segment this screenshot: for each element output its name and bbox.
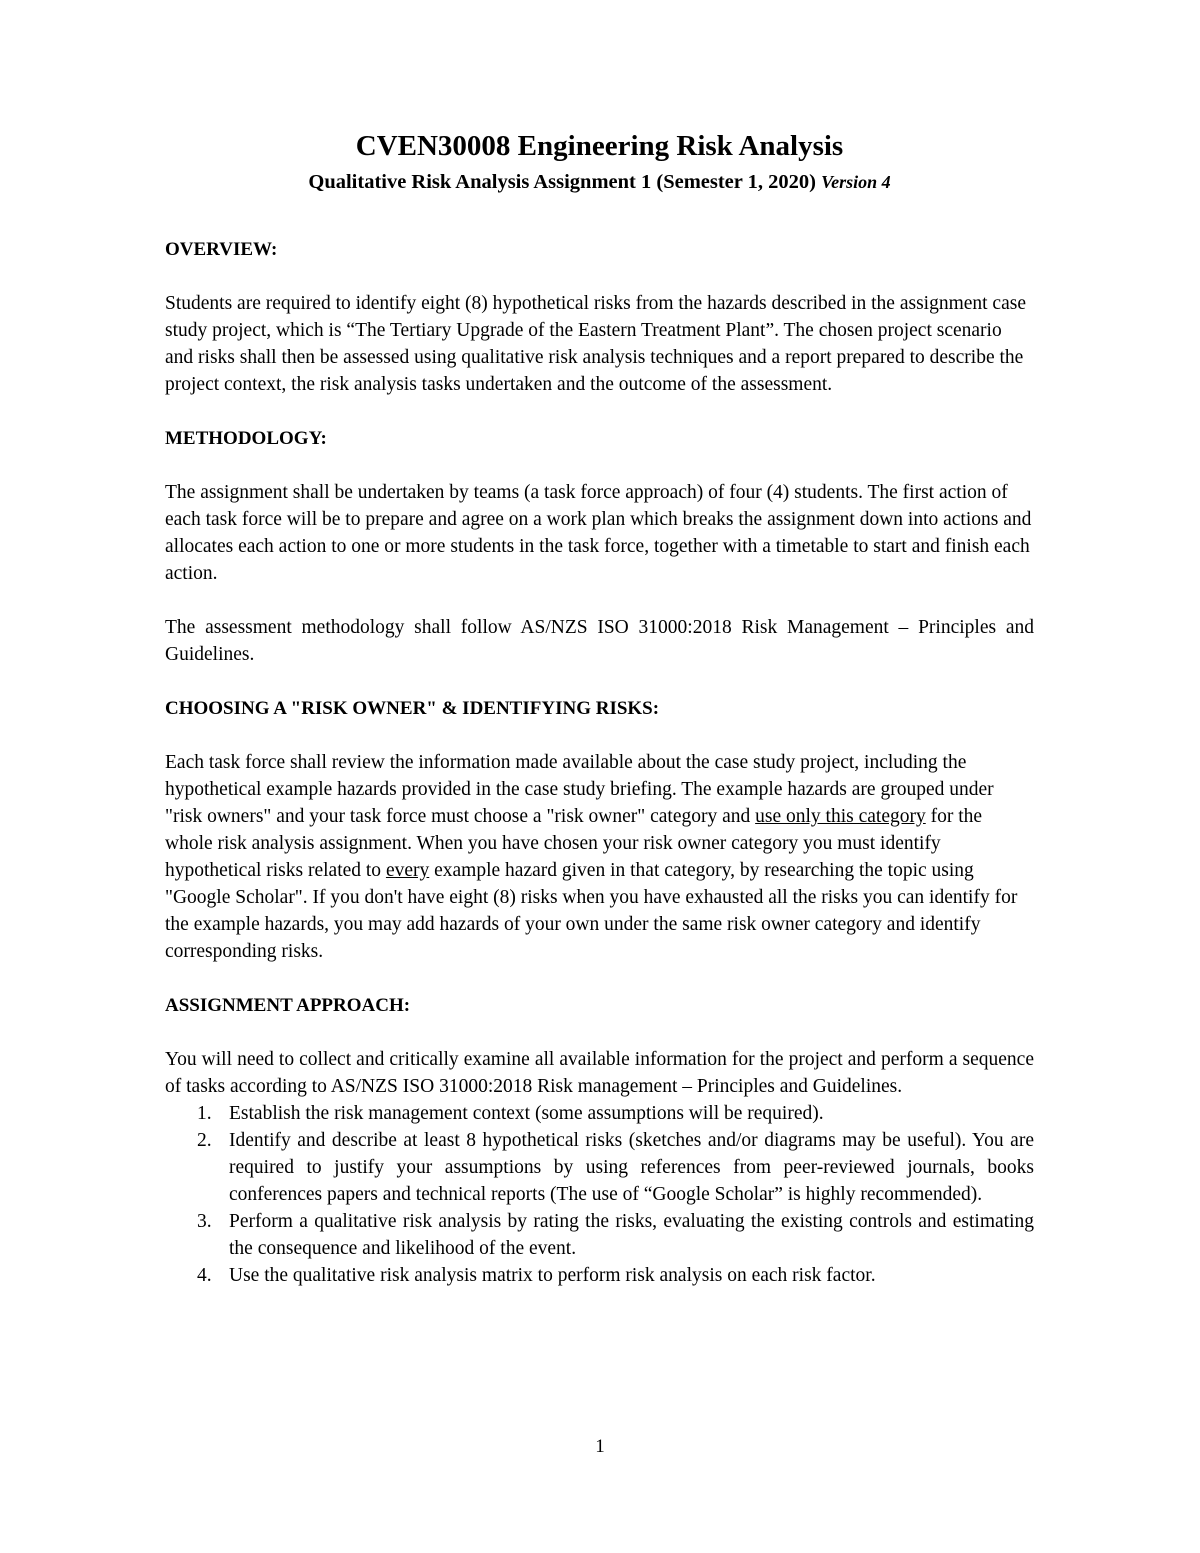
- list-item: [165, 1127, 1034, 1208]
- task-list: [165, 1100, 1034, 1289]
- list-item-number: 2.: [197, 1130, 212, 1151]
- choosing-text-part-2: for the whole risk analysis assignment. When you have chosen your risk owner category you must identify hypothetical risks related to: [165, 806, 983, 881]
- list-item-text: Perform a qualitative risk analysis by rating the risks, evaluating the existing controls and estimating the consequence and likelihood of the event.: [229, 1211, 1034, 1259]
- choosing-text-part-1: Each task force shall review the information made available about the case study project, including the hypothetical example hazards provided in the case study briefing. The example hazards are grouped under "risk owners" and your task force must choose a "risk owner" category and: [165, 752, 994, 827]
- subtitle-text: Qualitative Risk Analysis Assignment 1 (Semester 1, 2020): [308, 171, 816, 193]
- version-label: Version 4: [821, 172, 891, 192]
- list-item-number: 4.: [197, 1265, 212, 1286]
- document-title: CVEN30008 Engineering Risk Analysis: [355, 130, 844, 162]
- approach-heading: ASSIGNMENT APPROACH:: [165, 995, 411, 1016]
- list-item-text: Identify and describe at least 8 hypothetical risks (sketches and/or diagrams may be useful). You are required to justify your assumptions by using references from peer-reviewed journals, books conferences papers and technical reports (The use of “Google Scholar” is highly recommended).: [229, 1130, 1034, 1205]
- list-item: [165, 1262, 1034, 1289]
- list-item: [165, 1100, 1034, 1127]
- list-item-number: 3.: [197, 1211, 212, 1232]
- list-item-text: Establish the risk management context (some assumptions will be required).: [229, 1103, 824, 1124]
- list-item-text: Use the qualitative risk analysis matrix to perform risk analysis on each risk factor.: [229, 1265, 876, 1286]
- methodology-heading: METHODOLOGY:: [165, 428, 327, 449]
- overview-heading: OVERVIEW:: [165, 239, 278, 260]
- choosing-paragraph: [165, 749, 1034, 965]
- choosing-text-part-3: example hazard given in that category, by researching the topic using "Google Scholar". If you don't have eight (8) risks when you have exhausted all the risks you can identify for the example hazards, you may add hazards of your own under the same risk owner category and identify corresponding risks.: [165, 860, 1018, 962]
- approach-intro: You will need to collect and critically examine all available information for the project and perform a sequence of tasks according to AS/NZS ISO 31000:2018 Risk management – Principles and Guidelines.: [165, 1049, 1034, 1097]
- choosing-heading: CHOOSING A "RISK OWNER" & IDENTIFYING RISKS:: [165, 698, 660, 719]
- document-subtitle: [165, 168, 1034, 196]
- methodology-paragraph-1: The assignment shall be undertaken by teams (a task force approach) of four (4) students. The first action of each task force will be to prepare and agree on a work plan which breaks the assignment down into actions and allocates each action to one or more students in the task force, together with a timetable to start and finish each action.: [165, 482, 1032, 584]
- list-item-number: 1.: [197, 1103, 212, 1124]
- choosing-underlined-every: every: [385, 860, 430, 881]
- choosing-underlined-category: use only this category: [755, 806, 926, 827]
- list-item: [165, 1208, 1034, 1262]
- page-number: 1: [595, 1436, 605, 1457]
- document-page: [165, 128, 1034, 1289]
- overview-text: Students are required to identify eight (8) hypothetical risks from the hazards described in the assignment case study project, which is “The Tertiary Upgrade of the Eastern Treatment Plant”. The chosen project scenario and risks shall then be assessed using qualitative risk analysis techniques and a report prepared to describe the project context, the risk analysis tasks undertaken and the outcome of the assessment.: [165, 293, 1026, 395]
- methodology-paragraph-2: The assessment methodology shall follow AS/NZS ISO 31000:2018 Risk Management – Principles and Guidelines.: [165, 617, 1034, 665]
